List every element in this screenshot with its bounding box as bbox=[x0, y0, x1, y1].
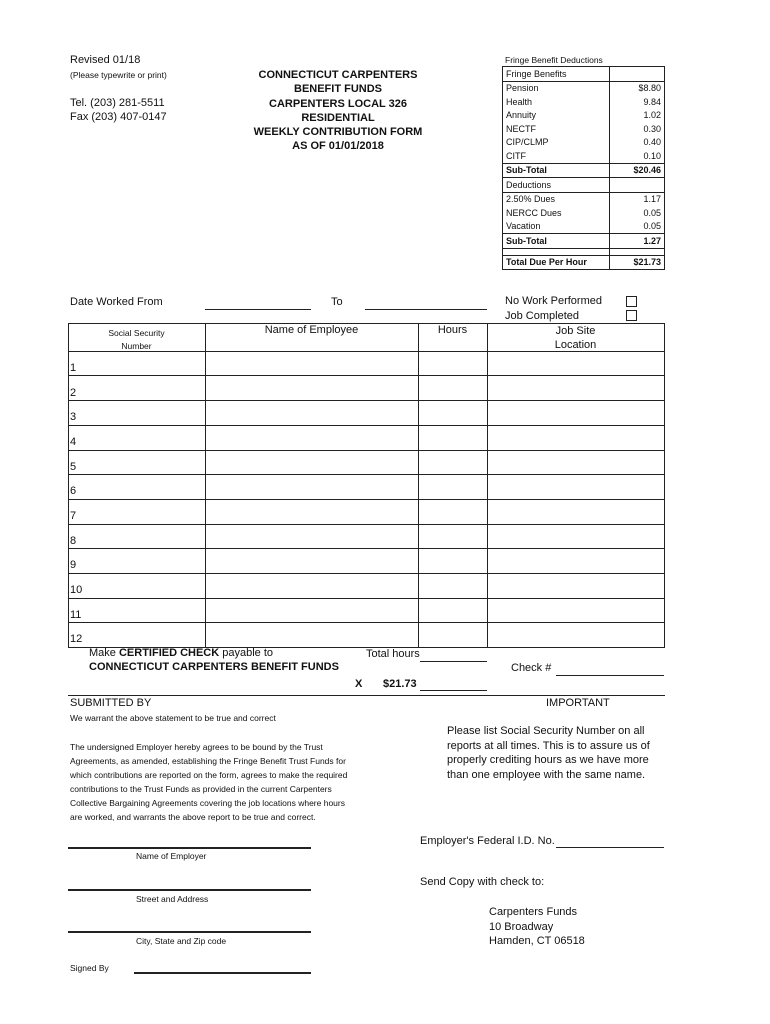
row-number: 6 bbox=[70, 485, 77, 497]
title-line: RESIDENTIAL bbox=[301, 111, 375, 124]
ssn-column-header: Social Security Number bbox=[108, 328, 165, 351]
total-hours-label: Total hours bbox=[366, 648, 420, 660]
certified-check-instruction: Make CERTIFIED CHECK payable to bbox=[89, 647, 274, 659]
revision-date: Revised 01/18 bbox=[70, 54, 141, 66]
row-number: 12 bbox=[70, 633, 83, 645]
total-due-amount: $21.73 bbox=[610, 255, 665, 270]
total-amount-field[interactable] bbox=[420, 690, 487, 691]
important-heading: IMPORTANT bbox=[546, 697, 610, 709]
submitted-by-heading: SUBMITTED BY bbox=[70, 697, 152, 709]
total-hours-field[interactable] bbox=[420, 661, 487, 662]
hours-column-header: Hours bbox=[437, 324, 468, 336]
title-line: WEEKLY CONTRIBUTION FORM bbox=[253, 126, 423, 139]
row-number: 4 bbox=[70, 436, 77, 448]
form-title bbox=[238, 68, 438, 154]
check-number-field[interactable] bbox=[556, 675, 664, 676]
important-notice: Please list Social Security Number on all reports at all times. This is to assure us of properly crediting hours as we have more than one employee with the same name. bbox=[447, 725, 650, 781]
benefits-header: Fringe Benefits bbox=[503, 67, 610, 82]
benefit-amount: 1.02 bbox=[610, 109, 665, 123]
job-completed-label: Job Completed bbox=[505, 310, 579, 322]
multiplier-x: X bbox=[355, 678, 363, 690]
title-line: CONNECTICUT CARPENTERS bbox=[258, 69, 418, 81]
street-address-label: Street and Address bbox=[136, 894, 209, 904]
payee-name: CONNECTICUT CARPENTERS BENEFIT FUNDS bbox=[89, 661, 339, 673]
title-line: BENEFIT FUNDS bbox=[294, 83, 382, 96]
employer-name-label: Name of Employer bbox=[136, 851, 207, 861]
deductions-subtotal-amount: 1.27 bbox=[610, 234, 665, 249]
warrant-statement: We warrant the above statement to be true and correct bbox=[70, 713, 276, 723]
row-number: 9 bbox=[70, 559, 77, 571]
benefit-label: NECTF bbox=[503, 122, 610, 136]
deductions-subtotal-label: Sub-Total bbox=[503, 234, 610, 249]
section-divider bbox=[68, 695, 665, 696]
city-state-zip-label: City, State and Zip code bbox=[136, 936, 227, 946]
send-copy-label: Send Copy with check to: bbox=[420, 876, 545, 888]
federal-id-label: Employer's Federal I.D. No. bbox=[420, 835, 555, 847]
total-due-label: Total Due Per Hour bbox=[503, 255, 610, 270]
no-work-label: No Work Performed bbox=[505, 295, 602, 307]
mailing-address: Carpenters Funds 10 Broadway Hamden, CT 06518 bbox=[489, 906, 585, 947]
name-column-header: Name of Employee bbox=[264, 324, 359, 336]
row-number: 7 bbox=[70, 510, 77, 522]
row-number: 1 bbox=[70, 362, 77, 374]
rate-amount: $21.73 bbox=[383, 678, 417, 690]
row-number: 8 bbox=[70, 535, 77, 547]
benefits-subtotal-amount: $20.46 bbox=[610, 163, 665, 178]
title-line: CARPENTERS LOCAL 326 bbox=[269, 97, 407, 110]
typewrite-note: (Please typewrite or print) bbox=[70, 70, 167, 80]
benefits-subtotal-label: Sub-Total bbox=[503, 163, 610, 178]
benefit-amount: $8.80 bbox=[610, 81, 665, 95]
row-number: 10 bbox=[70, 584, 83, 596]
fringe-benefit-table bbox=[502, 66, 665, 270]
no-work-checkbox[interactable] bbox=[626, 296, 637, 307]
deduction-label: 2.50% Dues bbox=[503, 192, 610, 206]
rates-caption: Fringe Benefit Deductions bbox=[505, 55, 603, 65]
benefit-label: CITF bbox=[503, 149, 610, 163]
deductions-header: Deductions bbox=[503, 178, 610, 193]
city-state-zip-field[interactable] bbox=[68, 931, 311, 933]
benefit-label: Annuity bbox=[503, 109, 610, 123]
job-completed-checkbox[interactable] bbox=[626, 310, 637, 321]
deduction-label: NERCC Dues bbox=[503, 206, 610, 220]
row-number: 5 bbox=[70, 461, 77, 473]
row-number: 2 bbox=[70, 387, 77, 399]
row-number: 3 bbox=[70, 411, 77, 423]
date-to-label: To bbox=[331, 296, 343, 308]
deduction-amount: 0.05 bbox=[610, 206, 665, 220]
date-from-label: Date Worked From bbox=[70, 296, 163, 308]
benefit-amount: 0.30 bbox=[610, 122, 665, 136]
street-address-field[interactable] bbox=[68, 889, 311, 891]
benefit-amount: 0.10 bbox=[610, 149, 665, 163]
date-from-field[interactable] bbox=[205, 309, 311, 310]
signature-field[interactable] bbox=[134, 972, 311, 974]
benefit-label: Health bbox=[503, 95, 610, 109]
phone-number: Tel. (203) 281-5511 bbox=[70, 97, 165, 109]
deduction-amount: 1.17 bbox=[610, 192, 665, 206]
agreement-text: The undersigned Employer hereby agrees to be bound by the Trust Agreements, as amended, establishing the Fringe Benefit Trust Funds for which contributions are reported on the form, agrees to make the required contributions to the Trust Funds as provided in the current Carpenters Collective Bargaining Agreements covering the job locations where hours are worked, and warrants the above report to be true and correct. bbox=[70, 742, 348, 822]
benefit-amount: 9.84 bbox=[610, 95, 665, 109]
benefit-amount: 0.40 bbox=[610, 136, 665, 150]
federal-id-field[interactable] bbox=[556, 847, 664, 848]
benefit-label: Pension bbox=[503, 81, 610, 95]
check-number-label: Check # bbox=[511, 662, 552, 674]
deduction-label: Vacation bbox=[503, 220, 610, 234]
row-number: 11 bbox=[70, 609, 82, 621]
date-to-field[interactable] bbox=[365, 309, 487, 310]
fax-number: Fax (203) 407-0147 bbox=[70, 111, 167, 123]
deduction-amount: 0.05 bbox=[610, 220, 665, 234]
employer-name-field[interactable] bbox=[68, 847, 311, 849]
benefit-label: CIP/CLMP bbox=[503, 136, 610, 150]
title-line: AS OF 01/01/2018 bbox=[292, 140, 384, 153]
job-site-column-header: Job Site Location bbox=[554, 325, 597, 351]
signed-by-label: Signed By bbox=[70, 963, 109, 973]
